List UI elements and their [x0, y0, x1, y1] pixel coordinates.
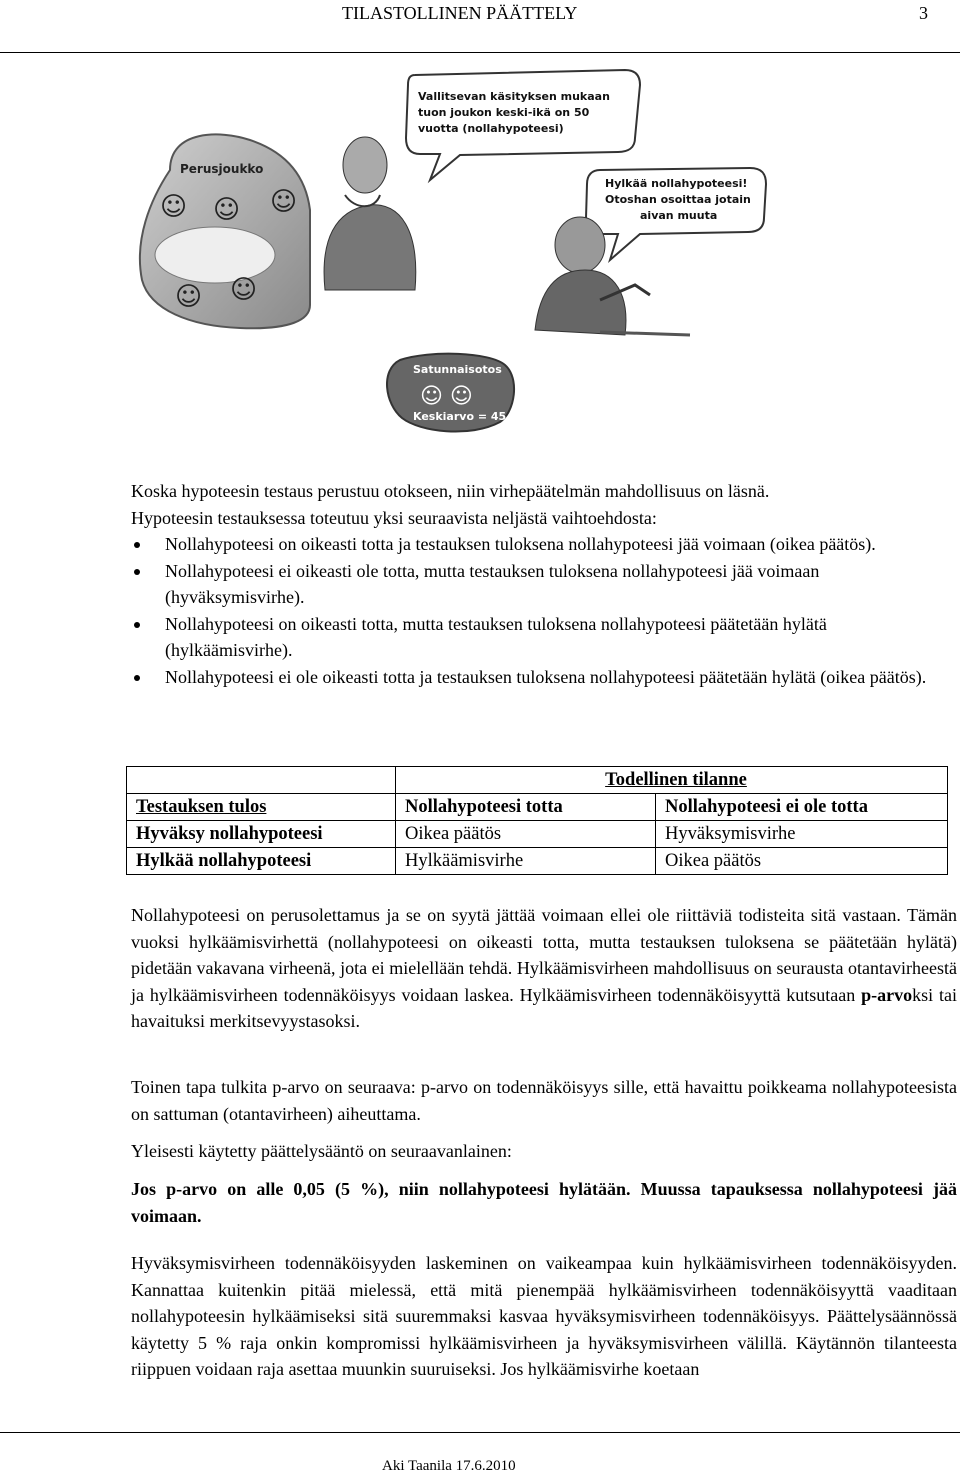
svg-text:☺: ☺	[213, 195, 241, 225]
list-item: Nollahypoteesi ei oikeasti ole totta, mutta testauksen tuloksena nollahypoteesi jää voimaan (hyväksymisvirhe).	[131, 558, 957, 611]
table-col-header: Testauksen tulos	[127, 794, 396, 821]
table-col-true: Nollahypoteesi totta	[396, 794, 656, 821]
intro-line-1: Koska hypoteesin testaus perustuu otokseen, niin virhepäätelmän mahdollisuus on läsnä.	[131, 481, 770, 501]
table-row-label: Hyväksy nollahypoteesi	[127, 821, 396, 848]
table-cell: Oikea päätös	[396, 821, 656, 848]
svg-text:☺: ☺	[175, 282, 203, 312]
decision-rule: Jos p-arvo on alle 0,05 (5 %), niin nollahypoteesi hylätään. Muussa tapauksessa nollahypoteesi jää voimaan.	[131, 1179, 957, 1226]
paragraph-rule-intro: Yleisesti käytetty päättelysääntö on seuraavanlainen:	[131, 1141, 512, 1161]
table-cell: Hyväksymisvirhe	[656, 821, 948, 848]
bubble1-line3: vuotta (nollahypoteesi)	[418, 122, 564, 135]
table-row	[127, 848, 948, 875]
svg-text:☺: ☺	[230, 275, 258, 305]
list-item: Nollahypoteesi on oikeasti totta, mutta testauksen tuloksena nollahypoteesi päätetään hylätä (hylkäämisvirhe).	[131, 611, 957, 664]
sample-mean-label: Keskiarvo = 45	[413, 410, 507, 423]
table-row-label: Hylkää nollahypoteesi	[127, 848, 396, 875]
table-corner	[127, 767, 396, 794]
bullet-icon	[134, 622, 140, 628]
population-label: Perusjoukko	[180, 162, 264, 176]
page-number: 3	[919, 3, 928, 23]
paragraph-p-value: Toinen tapa tulkita p-arvo on seuraava: p-arvo on todennäköisyys sille, että havaittu poikkeama nollahypoteesista on sattuman (otantavirheen) aiheuttama.	[131, 1077, 957, 1124]
svg-text:☺: ☺	[160, 192, 188, 222]
page-footer	[0, 1432, 960, 1476]
sample-label: Satunnaisotos	[413, 363, 502, 376]
table-col-false: Nollahypoteesi ei ole totta	[656, 794, 948, 821]
svg-text:☺: ☺	[270, 187, 298, 217]
paragraph-type2-error: Hyväksymisvirheen todennäköisyyden laskeminen on vaikeampaa kuin hylkäämisvirheen todennäköisyyden. Kannattaa kuitenkin pitää mielessä, että mitä pienempää hylkäämisvirheen todennäköisyyttä vaaditaan nollahypoteesin hylkäämiseksi sitä suuremmaksi kasvaa hyväksymisvirheen todennäköisyys. Päättelysäännössä käytetty 5 % raja onkin kompromissi hylkäämisvirheen ja hyväksymisvirheen välillä. Käytännön tilanteesta riippuen voidaan raja asettaa muunkin suuruiseksi. Jos hylkäämisvirhe koetaan	[131, 1253, 957, 1379]
bubble2-line1: Hylkää nollahypoteesi!	[605, 177, 748, 190]
bullet-icon	[134, 569, 140, 575]
intro-section	[131, 478, 957, 690]
page-header	[0, 0, 960, 53]
cases-list	[131, 531, 957, 690]
thinking-man-icon	[324, 137, 416, 290]
footer-text: Aki Taanila 17.6.2010	[382, 1458, 516, 1474]
running-title: TILASTOLLINEN PÄÄTTELY	[342, 3, 578, 23]
intro-line-2: Hypoteesin testauksessa toteutuu yksi seuraavista neljästä vaihtoehdosta:	[131, 507, 657, 528]
p-value-term: p-arvo	[861, 984, 913, 1005]
table-row	[127, 794, 948, 821]
paragraph-null-hypothesis: Nollahypoteesi on perusolettamus ja se on syytä jättää voimaan ellei ole riittäviä todisteita sitä vastaan. Tämän vuoksi hylkäämisvirhettä (nollahypoteesi on oikeasti totta, mutta testauksen tuloksena se päätetään hylätä) pidetään vakavana virheenä, jota ei mielellään tehdä. Hylkäämisvirheen mahdollisuus on seurausta otantavirheestä ja hylkäämisvirheen todennäköisyys voidaan laskea. Hylkäämisvirheen todennäköisyyttä kutsutaan p-arvoksi tai havaituksi merkitsevyystasoksi.	[131, 905, 957, 1031]
bubble1-line1: Vallitsevan käsityksen mukaan	[418, 90, 610, 103]
bubble1-line2: tuon joukon keski-ikä on 50	[418, 106, 590, 119]
table-row	[127, 767, 948, 794]
sample-smiley-icons: ☺ ☺	[420, 384, 473, 409]
table-row	[127, 821, 948, 848]
list-item: Nollahypoteesi ei ole oikeasti totta ja testauksen tuloksena nollahypoteesi päätetään hylätä (oikea päätös).	[131, 664, 957, 691]
hypothesis-illustration	[130, 60, 800, 460]
bubble2-line2: Otoshan osoittaa jotain	[605, 193, 751, 206]
bubble2-line3: aivan muuta	[640, 209, 718, 222]
table-top-header: Todellinen tilanne	[396, 767, 948, 794]
table-cell: Oikea päätös	[656, 848, 948, 875]
table-cell: Hylkäämisvirhe	[396, 848, 656, 875]
decision-table	[126, 766, 948, 875]
bullet-icon	[134, 675, 140, 681]
list-item: Nollahypoteesi on oikeasti totta ja testauksen tuloksena nollahypoteesi jää voimaan (oikea päätös).	[131, 531, 957, 558]
bullet-icon	[134, 542, 140, 548]
